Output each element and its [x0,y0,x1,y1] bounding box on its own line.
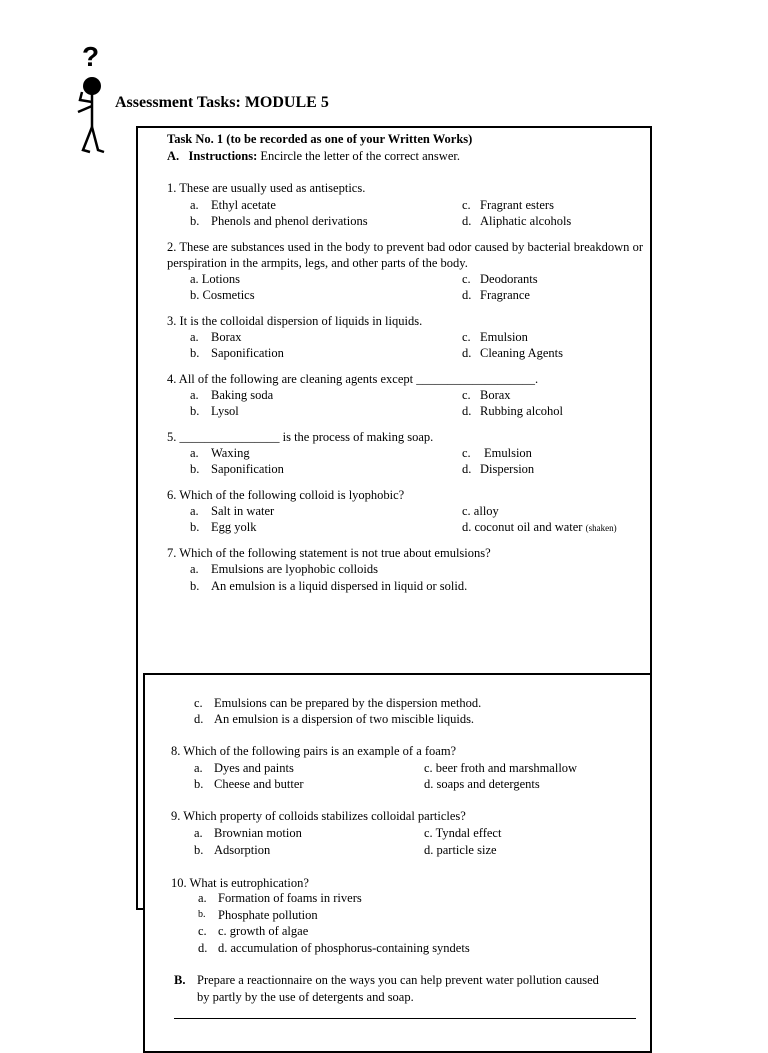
q7-option-d: An emulsion is a dispersion of two miscible liquids. [214,712,475,726]
q6-option-b-letter: b. [190,520,200,534]
q3-option-b: Saponification [211,346,284,360]
question-5-stem: 5. ________________ is the process of making soap. [167,430,434,444]
q2-option-b: b. Cosmetics [190,288,255,302]
q4-option-c: Borax [480,388,511,402]
q3-option-b-letter: b. [190,346,200,360]
part-b-line-1: Prepare a reactionnaire on the ways you can help prevent water pollution caused [197,973,599,987]
q4-option-d: Rubbing alcohol [480,404,563,418]
q7-option-c: Emulsions can be prepared by the dispersion method. [214,696,482,710]
q2-option-d: Fragrance [480,288,530,302]
question-8-stem: 8. Which of the following pairs is an example of a foam? [171,744,457,758]
q8-option-d: d. soaps and detergents [424,777,540,791]
q6-option-d: d. coconut oil and water (shaken) [462,520,617,534]
question-mark: ? [82,42,100,72]
q6-option-c: c. alloy [462,504,499,518]
q1-option-d-letter: d. [462,214,472,228]
q5-option-a: Waxing [211,446,250,460]
q10-option-d-letter: d. [198,941,208,955]
q9-option-d: d. particle size [424,843,497,857]
q5-option-c-letter: c. [462,446,471,460]
q1-option-a-letter: a. [190,198,199,212]
q5-option-c: Emulsion [484,446,532,460]
task-title: Task No. 1 (to be recorded as one of your Written Works) [167,132,473,146]
q10-option-b-letter: b. [198,909,206,920]
q3-option-a: Borax [211,330,242,344]
q7-option-a-letter: a. [190,562,199,576]
q1-option-d: Aliphatic alcohols [480,214,572,228]
q3-option-c: Emulsion [480,330,528,344]
q8-option-b-letter: b. [194,777,204,791]
q10-option-c: c. growth of algae [218,924,309,938]
q8-option-b: Cheese and butter [214,777,304,791]
question-7-stem: 7. Which of the following statement is not true about emulsions? [167,546,491,560]
q5-option-d-letter: d. [462,462,472,476]
q9-option-a-letter: a. [194,826,203,840]
q10-option-a-letter: a. [198,891,207,905]
q1-option-a: Ethyl acetate [211,198,276,212]
q3-option-a-letter: a. [190,330,199,344]
question-3-stem: 3. It is the colloidal dispersion of liquids in liquids. [167,314,423,328]
q1-option-b: Phenols and phenol derivations [211,214,368,228]
question-1-stem: 1. These are usually used as antiseptics. [167,181,366,195]
q7-option-a: Emulsions are lyophobic colloids [211,562,378,576]
q10-option-b: Phosphate pollution [218,908,318,922]
part-a-instructions: A. Instructions: Encircle the letter of the correct answer. [167,149,460,163]
q10-option-d: d. accumulation of phosphorus-containing syndets [218,941,470,955]
q6-option-a: Salt in water [211,504,275,518]
thinking-figure-icon [70,42,110,160]
q9-option-b: Adsorption [214,843,271,857]
q7-option-b: An emulsion is a liquid dispersed in liquid or solid. [211,579,468,593]
q4-option-a: Baking soda [211,388,274,402]
part-b-letter: B. [174,973,186,987]
q4-option-b-letter: b. [190,404,200,418]
q7-option-c-letter: c. [194,696,203,710]
question-9-stem: 9. Which property of colloids stabilizes colloidal particles? [171,809,466,823]
q5-option-d: Dispersion [480,462,535,476]
q1-option-c-letter: c. [462,198,471,212]
q4-option-d-letter: d. [462,404,472,418]
q3-option-d: Cleaning Agents [480,346,563,360]
question-4-stem: 4. All of the following are cleaning agents except ___________________. [167,372,539,386]
question-2-stem: 2. These are substances used in the body to prevent bad odor caused by bacterial breakdown or perspiration in the armpits, legs, and other parts of the body. [167,240,643,270]
q2-option-d-letter: d. [462,288,472,302]
q2-option-c: Deodorants [480,272,538,286]
q2-option-a: a. Lotions [190,272,240,286]
q8-option-a-letter: a. [194,761,203,775]
question-10-stem: 10. What is eutrophication? [171,876,309,890]
q2-option-c-letter: c. [462,272,471,286]
q3-option-d-letter: d. [462,346,472,360]
q10-option-c-letter: c. [198,924,207,938]
q5-option-a-letter: a. [190,446,199,460]
q4-option-b: Lysol [211,404,239,418]
q6-option-b: Egg yolk [211,520,257,534]
answer-line [174,1018,636,1019]
q8-option-c: c. beer froth and marshmallow [424,761,578,775]
question-6-stem: 6. Which of the following colloid is lyophobic? [167,488,405,502]
page-title: Assessment Tasks: MODULE 5 [115,94,329,111]
q1-option-c: Fragrant esters [480,198,554,212]
q4-option-c-letter: c. [462,388,471,402]
q5-option-b-letter: b. [190,462,200,476]
part-b-line-2: by partly by the use of detergents and soap. [197,990,414,1004]
q9-option-c: c. Tyndal effect [424,826,502,840]
q10-option-a: Formation of foams in rivers [218,891,362,905]
q9-option-b-letter: b. [194,843,204,857]
q9-option-a: Brownian motion [214,826,302,840]
q4-option-a-letter: a. [190,388,199,402]
q6-option-a-letter: a. [190,504,199,518]
q5-option-b: Saponification [211,462,284,476]
q7-option-b-letter: b. [190,579,200,593]
q7-option-d-letter: d. [194,712,204,726]
q3-option-c-letter: c. [462,330,471,344]
q1-option-b-letter: b. [190,214,200,228]
q8-option-a: Dyes and paints [214,761,294,775]
